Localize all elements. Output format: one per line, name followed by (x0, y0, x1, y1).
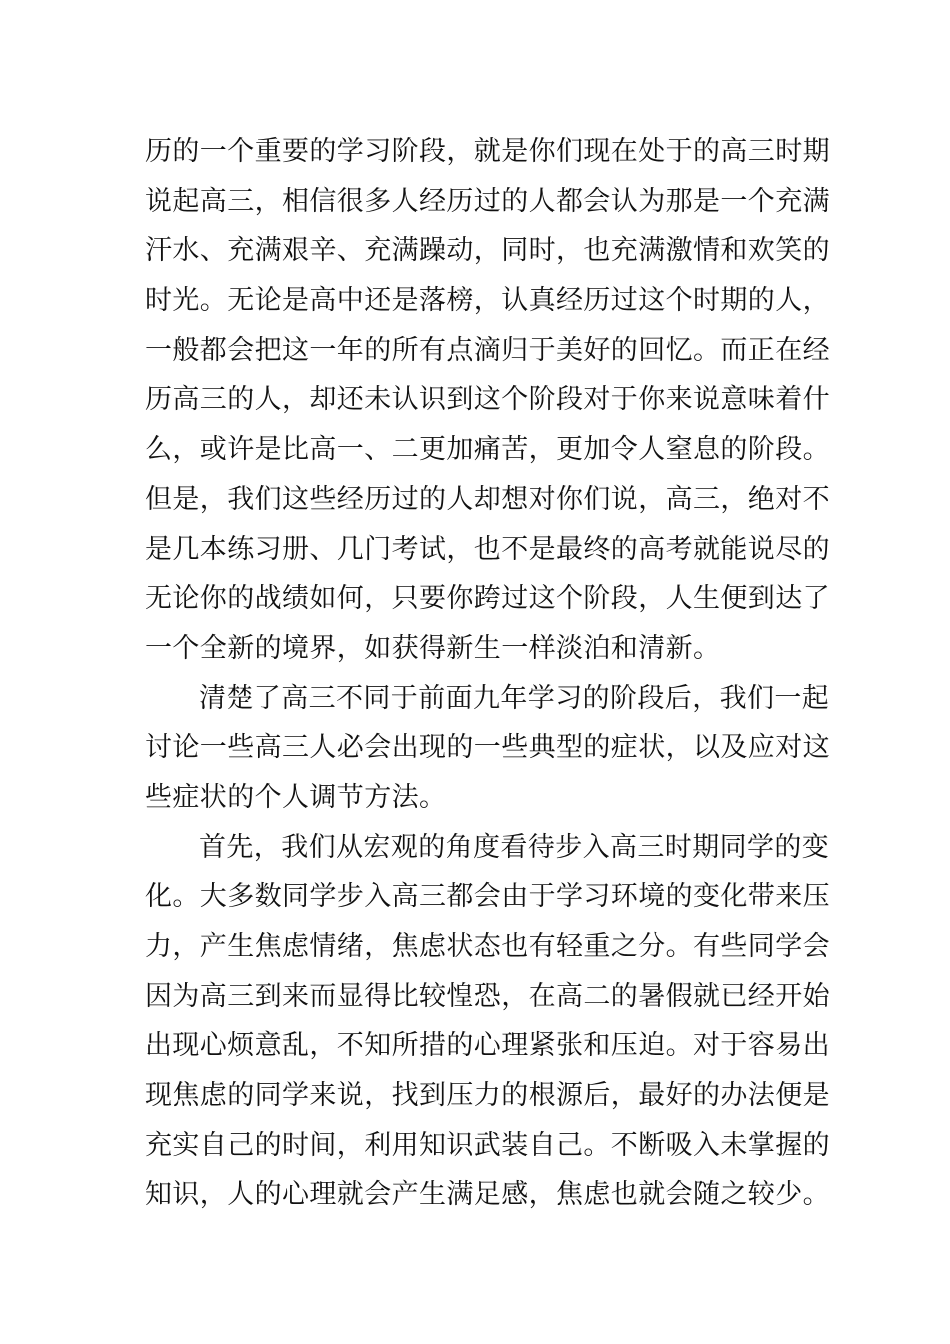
text-line: 历高三的人，却还未认识到这个阶段对于你来说意味着什 (145, 384, 830, 416)
text-line: 一个全新的境界，如获得新生一样淡泊和清新。 (145, 632, 721, 664)
text-line: 但是，我们这些经历过的人却想对你们说，高三，绝对不 (145, 483, 830, 515)
text-line: 现焦虑的同学来说，找到压力的根源后，最好的办法便是 (145, 1080, 830, 1112)
paragraph-start-line: 首先，我们从宏观的角度看待步入高三时期同学的变 (199, 831, 830, 863)
paragraph-start-line: 清楚了高三不同于前面九年学习的阶段后，我们一起 (199, 682, 830, 714)
text-line: 出现心烦意乱，不知所措的心理紧张和压迫。对于容易出 (145, 1030, 830, 1062)
text-line: 无论你的战绩如何，只要你跨过这个阶段，人生便到达了 (145, 583, 830, 615)
text-line: 汗水、充满艰辛、充满躁动，同时，也充满激情和欢笑的 (145, 235, 830, 267)
text-line: 充实自己的时间，利用知识武装自己。不断吸入未掌握的 (145, 1129, 830, 1161)
body-text (145, 127, 830, 1220)
text-line: 因为高三到来而显得比较惶恐，在高二的暑假就已经开始 (145, 980, 830, 1012)
text-line: 化。大多数同学步入高三都会由于学习环境的变化带来压 (145, 881, 830, 913)
text-line: 讨论一些高三人必会出现的一些典型的症状，以及应对这 (145, 732, 830, 764)
text-line: 么，或许是比高一、二更加痛苦，更加令人窒息的阶段。 (145, 434, 830, 466)
text-line: 历的一个重要的学习阶段，就是你们现在处于的高三时期 (145, 136, 830, 167)
text-line: 时光。无论是高中还是落榜，认真经历过这个时期的人， (145, 285, 830, 317)
text-line: 是几本练习册、几门考试，也不是最终的高考就能说尽的 (145, 533, 830, 565)
text-line: 知识，人的心理就会产生满足感，焦虑也就会随之较少。 (145, 1179, 830, 1211)
text-line: 力，产生焦虑情绪，焦虑状态也有轻重之分。有些同学会 (145, 931, 830, 962)
text-line: 说起高三，相信很多人经历过的人都会认为那是一个充满 (145, 185, 830, 217)
text-line: 一般都会把这一年的所有点滴归于美好的回忆。而正在经 (145, 334, 830, 366)
text-line: 些症状的个人调节方法。 (145, 781, 447, 813)
